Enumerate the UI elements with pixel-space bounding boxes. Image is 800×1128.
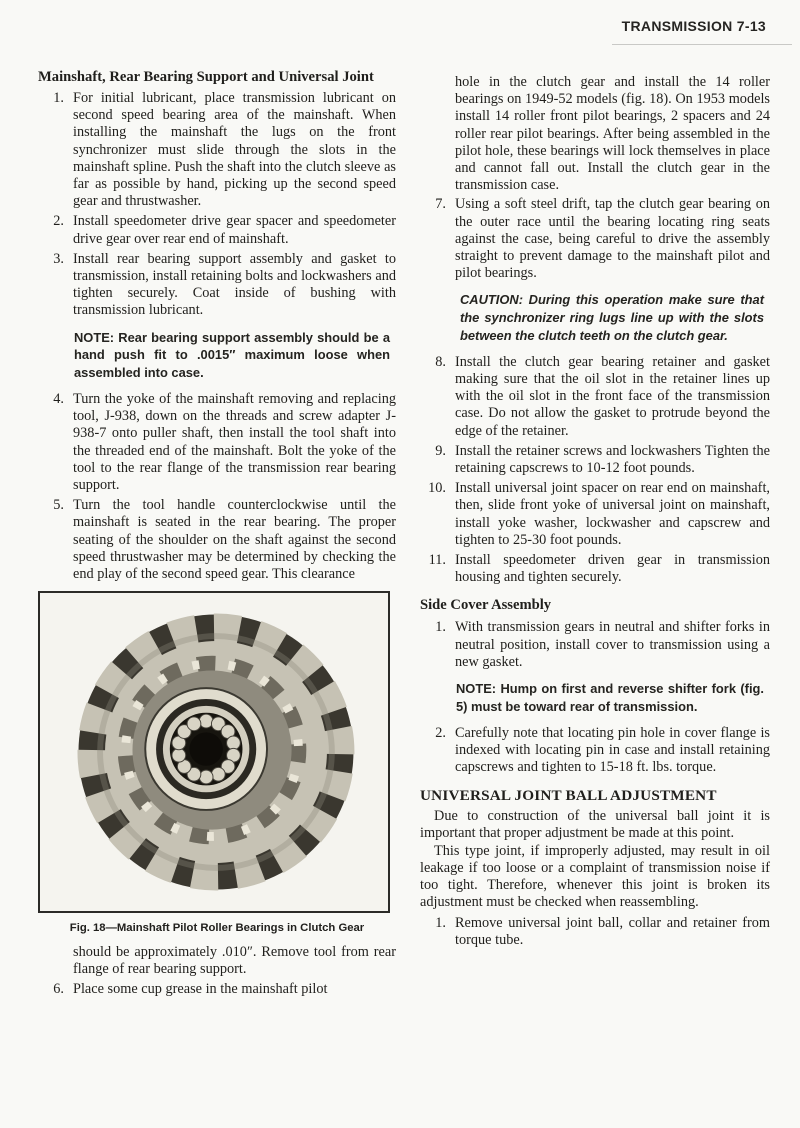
step-text: Place some cup grease in the mainshaft pilot [73,980,328,997]
step-number: 7. [435,196,446,213]
step-number: 6. [53,980,64,997]
body-paragraph: This type joint, if improperly adjusted, may result in oil leakage if too loose or a complaint of transmission noise if too tight. Therefore, whenever this joint is broken its adjustment must be checked when reassembling. [420,842,770,911]
step-text: Turn the tool handle counterclockwise until the mainshaft is seated in the rear bearing. The proper seating of the shoulder on the shaft against the second speed thrustwasher may be determined by checking the end play of the second speed gear. This clearance [73,497,396,583]
step-item [38,90,396,210]
header-rule [612,44,792,45]
step6-continuation: hole in the clutch gear and install the 14 roller bearings on 1949-52 models (fig. 18). On 1953 models install 14 roller front pilot bearings, 2 spacers and 24 roller rear pilot bearings. After being assembled in the pilot hole, these bearings will lock themselves in place and cannot fall out. Install the clutch gear in the transmission case. [455,74,770,194]
step-number: 2. [435,724,446,741]
step-item [420,480,770,549]
section-heading-universal-joint: UNIVERSAL JOINT BALL ADJUSTMENT [420,787,717,805]
step-text: For initial lubricant, place transmission lubricant on second speed bearing area of the mainshaft. When installing the mainshaft the lugs on the front synchronizer must slide through the slots in the mainshaft spline. Push the shaft into the clutch sleeve as far as possible by hand, picking up the second speed gear and thrustwasher. [73,90,396,210]
step-text: Remove universal joint ball, collar and retainer from torque tube. [455,914,770,948]
step-number: 8. [435,353,446,370]
step-text: Carefully note that locating pin hole in cover flange is indexed with locating pin in case and install retaining capscrews and tighten to 15-18 ft. lbs. torque. [455,724,770,776]
step-number: 4. [53,391,64,408]
section-heading-mainshaft: Mainshaft, Rear Bearing Support and Universal Joint [38,69,374,85]
right-column [420,74,770,952]
note-block: NOTE: Rear bearing support assembly should be a hand push fit to .0015″ maximum loose when assembled into case. [74,329,390,381]
step-text: Install speedometer driven gear in transmission housing and tighten securely. [455,552,770,586]
section-heading-side-cover: Side Cover Assembly [420,597,552,614]
step-number: 11. [428,552,446,569]
step-item [38,391,396,494]
step-number: 2. [53,213,64,230]
step-number: 9. [435,442,446,459]
step-number: 5. [53,497,64,514]
figure-18 [38,591,390,913]
step-text: Install the retainer screws and lockwashers Tighten the retaining capscrews to 10-12 foot pounds. [455,442,770,477]
step-item [420,196,770,282]
step5-continuation: should be approximately .010″. Remove tool from rear flange of rear bearing support. [73,944,396,978]
step-item [420,354,770,440]
step-item [38,497,396,583]
step-item [38,213,396,247]
step-text: Install universal joint spacer on rear end on mainshaft, then, slide front yoke of universal joint on mainshaft, install yoke washer, lockwasher and capscrew and tighten to 25-30 foot pounds. [455,480,770,548]
body-paragraph: Due to construction of the universal ball joint it is important that proper adjustment be made at this point. [420,808,770,842]
caution-block: CAUTION: During this operation make sure that the synchronizer ring lugs line up with the slots between the clutch teeth on the clutch gear. [460,292,764,344]
step-item [420,915,770,949]
step-item [38,981,396,998]
bore-center [189,733,222,766]
figure-caption: Fig. 18—Mainshaft Pilot Roller Bearings in Clutch Gear [69,922,365,935]
step-text: Install rear bearing support assembly and gasket to transmission, install retaining bolts and lockwashers and tighten securely. Coat inside of bushing with transmission lubricant. [73,250,396,319]
step-text: Install the clutch gear bearing retainer and gasket making sure that the oil slot in the retainer lines up with the oil slot in the front face of the transmission case. Do not allow the gasket to protrude beyond the edge of the retainer. [455,353,770,439]
step-text: Turn the yoke of the mainshaft removing and replacing tool, J-938, down on the threads and screw adapter J-938-7 onto puller shaft, then install the tool shaft into the threaded end of the mainshaft. Bolt the yoke of the tool to the rear flange of the transmission rear bearing support. [73,391,396,494]
step-item [420,619,770,671]
clutch-gear-photo [49,602,379,902]
step-text: Install speedometer drive gear spacer and speedometer drive gear over rear end of mainshaft. [73,213,396,247]
page-title: TRANSMISSION 7-13 [621,18,766,34]
step-number: 1. [53,90,64,106]
step-item [38,251,396,320]
step-number: 1. [435,619,446,636]
step-item [420,552,770,586]
note-block: NOTE: Hump on first and reverse shifter fork (fig. 5) must be toward rear of transmission. [456,681,764,714]
step-text: Using a soft steel drift, tap the clutch gear bearing on the outer race until the bearing locating ring seats against the case, being careful to drive the assembly straight to prevent damage to the mainshaft pilot and pilot bearings. [455,196,770,282]
step-number: 10. [428,480,446,497]
step-number: 3. [53,250,64,267]
left-column [38,68,396,1001]
step-number: 1. [435,914,446,931]
step-item [420,443,770,477]
step-item [420,725,770,777]
step-text: With transmission gears in neutral and shifter forks in neutral position, install cover to transmission using a new gasket. [455,619,770,670]
